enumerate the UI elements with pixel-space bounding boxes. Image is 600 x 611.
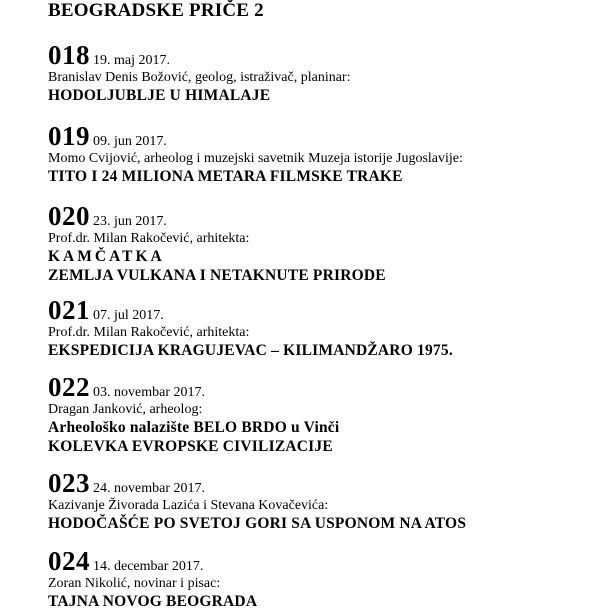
entry-date: 03. novembar 2017. <box>93 385 205 400</box>
entry-author: Zoran Nikolić, novinar i pisac: <box>48 576 221 591</box>
entry-number: 019 <box>48 121 90 151</box>
entry-021 <box>48 295 588 360</box>
entry-title: KAMČATKA <box>48 248 165 265</box>
entry-title: HODOČAŠĆE PO SVETOJ GORI SA USPONOM NA ATOS <box>48 515 467 532</box>
entry-author: Prof.dr. Milan Rakočević, arhitekta: <box>48 325 250 340</box>
entry-number: 018 <box>48 40 90 70</box>
entry-author: Kazivanje Živorada Lazića i Stevana Kovačevića: <box>48 498 329 513</box>
entry-title: EKSPEDICIJA KRAGUJEVAC – KILIMANDŽARO 1975. <box>48 342 453 359</box>
entry-date: 09. jun 2017. <box>93 134 167 149</box>
entry-number: 021 <box>48 295 90 325</box>
entry-subtitle: ZEMLJA VULKANA I NETAKNUTE PRIRODE <box>48 267 386 284</box>
entry-024 <box>48 546 588 611</box>
entry-number: 024 <box>48 546 90 576</box>
entry-date: 07. jul 2017. <box>93 308 164 323</box>
entry-date: 14. decembar 2017. <box>93 559 204 574</box>
entry-title: TAJNA NOVOG BEOGRADA <box>48 593 258 610</box>
entry-023 <box>48 468 588 533</box>
entry-title: TITO I 24 MILIONA METARA FILMSKE TRAKE <box>48 168 403 185</box>
entry-020 <box>48 201 588 285</box>
entry-date: 19. maj 2017. <box>93 53 170 68</box>
entry-author: Prof.dr. Milan Rakočević, arhitekta: <box>48 231 250 246</box>
page-heading: BEOGRADSKE PRIČE 2 <box>48 0 264 21</box>
entry-date: 24. novembar 2017. <box>93 481 205 496</box>
entry-018 <box>48 40 588 105</box>
entry-author: Momo Cvijović, arheolog i muzejski savetnik Muzeja istorije Jugoslavije: <box>48 151 463 166</box>
entry-author: Branislav Denis Božović, geolog, istraživač, planinar: <box>48 70 351 85</box>
entry-subtitle: KOLEVKA EVROPSKE CIVILIZACIJE <box>48 438 333 455</box>
entry-title: Arheološko nalazište BELO BRDO u Vinči <box>48 419 340 436</box>
entry-author: Dragan Janković, arheolog: <box>48 402 203 417</box>
entry-date: 23. jun 2017. <box>93 214 167 229</box>
entry-title: HODOLJUBLJE U HIMALAJE <box>48 87 271 104</box>
entry-number: 022 <box>48 372 90 402</box>
entry-022 <box>48 372 588 456</box>
entry-number: 023 <box>48 468 90 498</box>
entry-number: 020 <box>48 201 90 231</box>
entry-019 <box>48 121 588 186</box>
